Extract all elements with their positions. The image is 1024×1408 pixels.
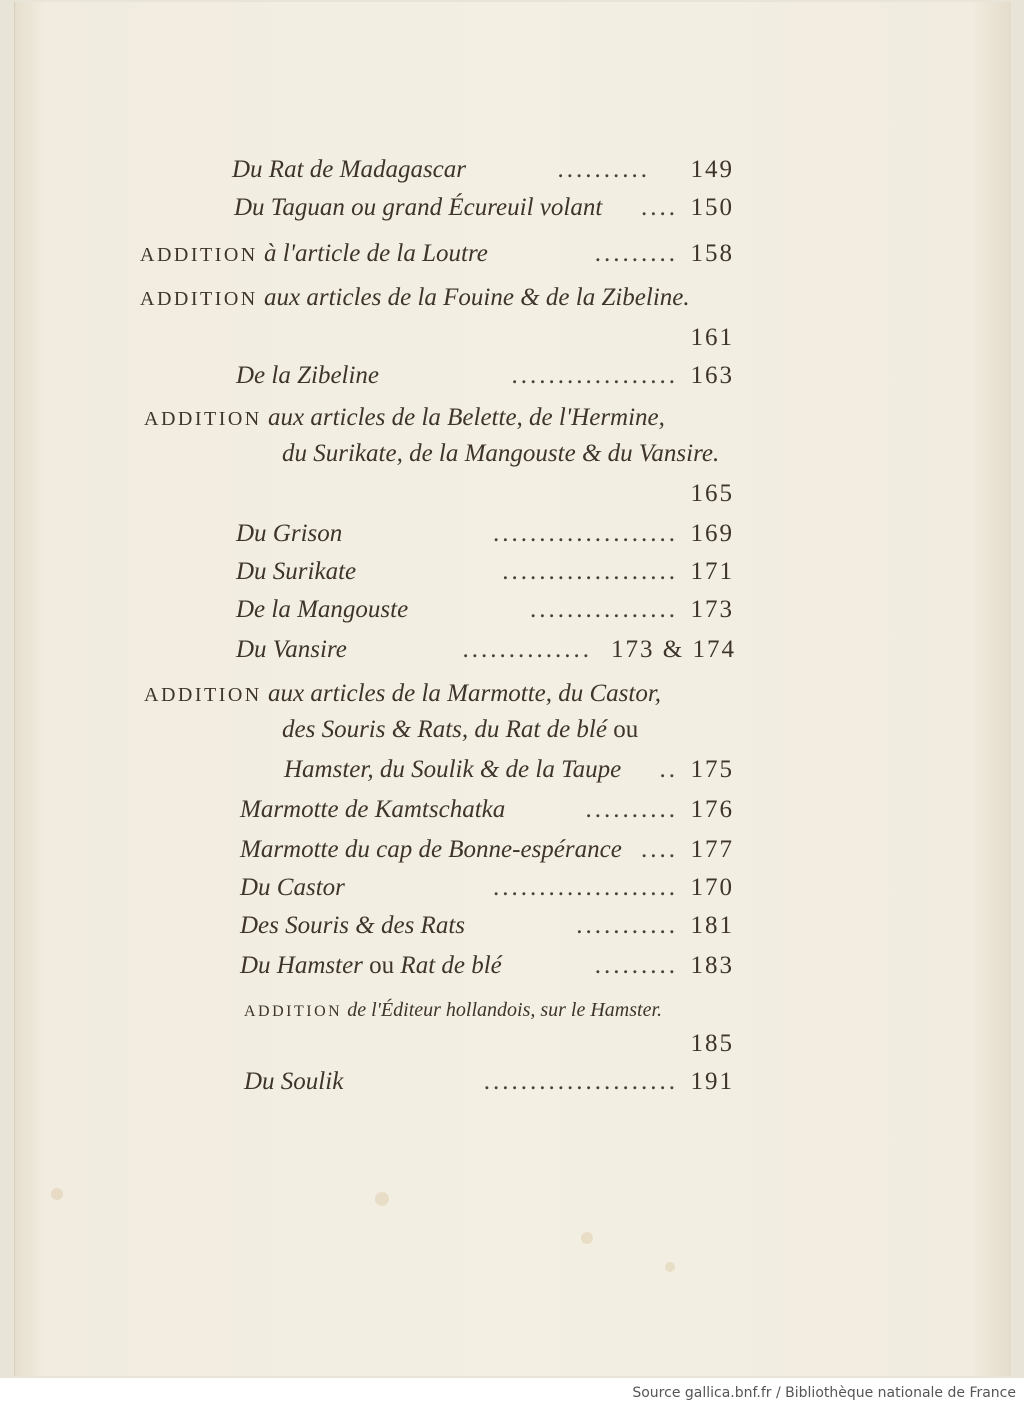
toc-entry — [0, 750, 1024, 790]
page-number: 150 — [690, 194, 734, 221]
page-number: 149 — [690, 156, 734, 183]
page-number: 163 — [690, 362, 734, 389]
leader-dots: .................... — [493, 520, 678, 547]
entry-title: Du Surikate — [236, 558, 357, 585]
entry-title: aux articles de la Belette, de l'Hermine, — [268, 404, 665, 431]
leader-dots: ......... — [594, 952, 678, 979]
toc-entry — [0, 1024, 1024, 1064]
entry-title: Du Vansire — [236, 636, 347, 663]
toc-entry — [0, 590, 1024, 630]
addition-label: ADDITION — [140, 288, 258, 310]
page-number: 185 — [690, 1030, 734, 1057]
entry-title-alt: Rat de blé — [400, 952, 502, 979]
page-number: 169 — [690, 520, 734, 547]
leader-dots: ................... — [502, 558, 678, 585]
entry-title: Du Rat de Madagascar — [232, 156, 466, 183]
leader-dots: .......... — [585, 796, 678, 823]
entry-conjunction: ou — [613, 716, 639, 743]
leader-dots: ........... — [576, 912, 678, 939]
entry-title: Du Hamster — [240, 952, 363, 979]
toc-entry — [0, 318, 1024, 358]
entry-title: De la Mangouste — [236, 596, 409, 623]
toc-entry — [0, 188, 1024, 228]
entry-title: du Surikate, de la Mangouste & du Vansire. — [282, 440, 720, 467]
entry-conjunction: ou — [369, 952, 395, 979]
entry-title: Des Souris & des Rats — [240, 912, 465, 939]
toc-entry — [0, 674, 1024, 714]
page-number: 191 — [690, 1068, 734, 1095]
toc-entry — [0, 630, 1024, 670]
entry-title: Du Castor — [240, 874, 345, 901]
entry-title: aux articles de la Fouine & de la Zibeline. — [264, 284, 690, 311]
toc-entry — [0, 790, 1024, 830]
page-number: 170 — [690, 874, 734, 901]
leader-dots: .............. — [462, 636, 592, 663]
leader-dots: .. — [659, 756, 678, 783]
toc-entry — [0, 234, 1024, 274]
entry-title: De la Zibeline — [236, 362, 380, 389]
leader-dots: .... — [641, 194, 678, 221]
entry-title: Marmotte du cap de Bonne-espérance — [240, 836, 622, 863]
page-number: 171 — [690, 558, 734, 585]
entry-title: Du Taguan ou grand Écureuil volant — [234, 194, 603, 221]
leader-dots: ......... — [594, 240, 678, 267]
leader-dots: .... — [641, 836, 678, 863]
leader-dots: .................. — [511, 362, 678, 389]
entry-title: Hamster, du Soulik & de la Taupe — [284, 756, 622, 783]
toc-entry — [0, 1062, 1024, 1102]
toc-entry — [0, 514, 1024, 554]
leader-dots: .......... — [557, 156, 650, 183]
leader-dots: ..................... — [483, 1068, 678, 1095]
page-number: 176 — [690, 796, 734, 823]
source-credit: Source gallica.bnf.fr / Bibliothèque nationale de France — [0, 1378, 1024, 1408]
entry-title: à l'article de la Loutre — [264, 240, 488, 267]
entry-title: Du Soulik — [244, 1068, 344, 1095]
toc-entry — [0, 946, 1024, 986]
addition-label: ADDITION — [144, 408, 262, 430]
page-number: 165 — [690, 480, 734, 507]
toc-entry — [0, 398, 1024, 438]
addition-label: ADDITION — [144, 684, 262, 706]
page-number: 181 — [690, 912, 734, 939]
addition-label: ADDITION — [140, 244, 258, 266]
page-number: 175 — [690, 756, 734, 783]
page-number: 173 & 174 — [611, 636, 736, 663]
toc-entry — [0, 830, 1024, 870]
page-number: 161 — [690, 324, 734, 351]
toc-entry — [0, 474, 1024, 514]
addition-label: ADDITION — [244, 1003, 343, 1020]
entry-title: de l'Éditeur hollandois, sur le Hamster. — [347, 999, 663, 1021]
page-number: 183 — [690, 952, 734, 979]
page-number: 177 — [690, 836, 734, 863]
toc-entry — [0, 278, 1024, 318]
entry-title: aux articles de la Marmotte, du Castor, — [268, 680, 662, 707]
page-number: 173 — [690, 596, 734, 623]
toc-entry — [0, 552, 1024, 592]
entry-title: des Souris & Rats, du Rat de blé — [282, 716, 607, 743]
toc-entry — [0, 710, 1024, 750]
toc-entry — [0, 356, 1024, 396]
leader-dots: ................ — [530, 596, 678, 623]
entry-title: Marmotte de Kamtschatka — [240, 796, 506, 823]
leader-dots: .................... — [493, 874, 678, 901]
toc-entry — [0, 434, 1024, 474]
toc-entry — [0, 868, 1024, 908]
toc-entry — [0, 906, 1024, 946]
entry-title: Du Grison — [236, 520, 343, 547]
toc-entry — [0, 150, 1024, 190]
page-number: 158 — [690, 240, 734, 267]
